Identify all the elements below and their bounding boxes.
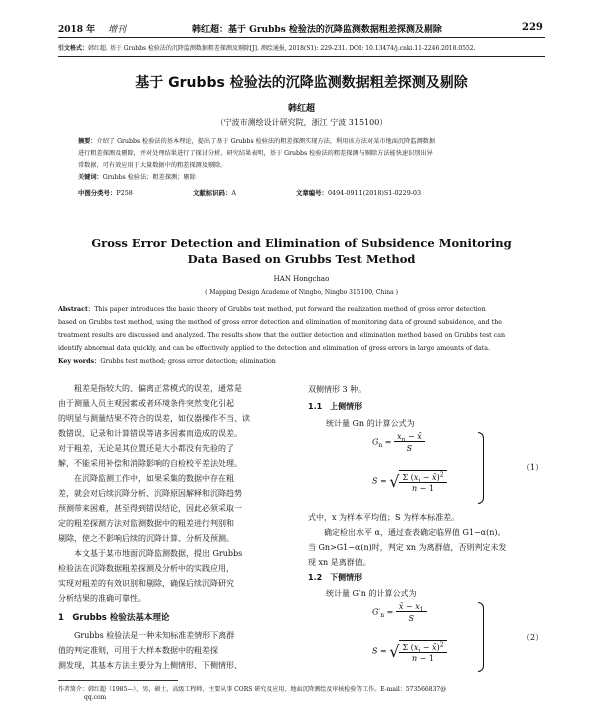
affiliation-cn: （宁波市测绘设计研究院，浙江 宁波 315100） xyxy=(215,118,388,127)
body-line: 预测带来困难，甚至得到错误结论，因此必须采取一 xyxy=(58,504,242,513)
left-column xyxy=(58,381,296,673)
citation-rule xyxy=(58,56,545,57)
body-line: 现 xn 是离群值。 xyxy=(308,558,371,567)
header-rule xyxy=(58,37,545,38)
citation-label: 引文格式： xyxy=(58,45,89,52)
abstract-cn-line: 常数据，可有效应用于大量数据中的粗差探测及剔除。 xyxy=(78,162,227,169)
subsection-1-2: 1.2 下侧情形 xyxy=(308,573,363,582)
header-year: 2018 年 xyxy=(58,25,96,35)
body-line: 数错误、记录和计算错误等诸多因素而造成的误差。 xyxy=(58,429,242,438)
body-line: 由于测量人员主观因素或者环境条件突然变化引起 xyxy=(58,399,234,408)
right-intro: 双侧情形 3 种。 xyxy=(308,385,367,394)
body-line: 分析结果的准确可靠性。 xyxy=(58,594,146,603)
abstract-en-label: Abstract： xyxy=(58,306,95,313)
keywords-cn-label: 关键词： xyxy=(78,174,103,181)
abstract-en-line: treatment results are discussed and analyzed. The results show that the outlier detection and elimination method based on Grubbs test can xyxy=(58,332,506,339)
abstract-en-line: identify abnormal data quickly, and can be effectively applied to the detection and elimination of gross errors in large amounts of data. xyxy=(58,345,491,352)
article-label: 文章编号： xyxy=(296,189,328,197)
stat-gn-prime-text: 统计量 G′n 的计算公式为 xyxy=(326,589,417,598)
equation-1-brace xyxy=(478,432,484,504)
citation-text: 韩红超. 基于 Grubbs 检验法的沉降监测数据粗差探测及剔除[J]. 测绘通报, 2018(S1): 229-231. DOI: 10.13474/j.cnki.11-2246.2018.0552. xyxy=(88,45,476,52)
clc-value: P258 xyxy=(116,189,133,197)
body-line: 当 Gn>G1−α(n)时，判定 xn 为离群值，否则判定未发 xyxy=(308,543,507,552)
article-number xyxy=(296,188,421,197)
header-issue: 增刊 xyxy=(108,25,127,35)
article-value: 0494-0911(2018)S1-0229-03 xyxy=(327,189,422,197)
title-en-line2: Data Based on Grubbs Test Method xyxy=(187,252,416,266)
equation-1-number: （1） xyxy=(522,463,544,472)
title-cn: 基于 Grubbs 检验法的沉降监测数据粗差探测及剔除 xyxy=(135,75,468,91)
body-line: Grubbs 检验法是一种未知标准差情形下离群 xyxy=(58,631,235,640)
body-line: 式中，x 为样本平均值；S 为样本标准差。 xyxy=(308,513,460,522)
clc-label: 中图分类号： xyxy=(78,189,117,197)
keywords-en-text: Grubbs test method; gross error detection; elimination xyxy=(100,358,276,365)
right-after-eq1 xyxy=(308,510,546,570)
citation xyxy=(58,43,545,52)
body-line: 对于粗差，无论是其位置还是大小都没有先验的了 xyxy=(58,444,234,453)
body-line: 剔除，使之不影响后续的沉降计算、分析及预测。 xyxy=(58,534,234,543)
abstract-en-line: This paper introduces the basic theory of Grubbs test method, put forward the realization method of gross error detection xyxy=(94,306,486,313)
body-line: 实现对粗差的有效识别和剔除，确保后续沉降研究 xyxy=(58,579,234,588)
abstract-cn-line: 进行粗差探测及剔除，并对处理结果进行了探讨分析。研究结果表明，基于 Grubbs 检验法的粗差探测与剔除方法能快速识别出异 xyxy=(78,150,433,157)
equation-1: $G_n = \frac{x_n - x̄}{S}$ xyxy=(372,432,425,453)
keywords-cn-text: Grubbs 检验法；粗差探测；剔除 xyxy=(102,174,196,181)
author-cn: 韩红超 xyxy=(287,104,315,114)
body-line: 检验法在沉降数据粗差探测及分析中的实践应用， xyxy=(58,564,234,573)
body-line: 解，不能采用补偿和消除影响的自检校平差法处理。 xyxy=(58,459,242,468)
footnote-line2: qq.com xyxy=(84,694,107,701)
footnote-rule xyxy=(58,680,178,681)
doc-label: 文献标识码： xyxy=(193,189,232,197)
equation-2-number: （2） xyxy=(522,633,544,642)
stat-gn-text: 统计量 Gn 的计算公式为 xyxy=(326,419,415,428)
affiliation-en: ( Mapping Design Academe of Ningbo, Ningbo 315100, China ) xyxy=(205,289,398,296)
abstract-en xyxy=(58,303,545,368)
equation-2-std: $S = √\frac{\Sigma (x_i - x̄)^2}{n - 1}$ xyxy=(372,640,447,663)
abstract-cn-label: 摘要： xyxy=(78,138,97,145)
abstract-cn-line: 介绍了 Grubbs 检验法的基本理论，提出了基于 Grubbs 检验法的粗差探测实现方法，利用该方法对某市地面沉降监测数据 xyxy=(96,138,436,145)
body-line: 差，就会对后续沉降分析、沉降原因解释和沉降趋势 xyxy=(58,489,242,498)
header-running-title: 韩红超：基于 Grubbs 检验法的沉降监测数据粗差探测及剔除 xyxy=(192,25,442,35)
abstract-en-line: based on Grubbs test method, using the method of gross error detection and elimination of monitoring data of ground subsidence, and the xyxy=(58,319,502,326)
author-en: HAN Hongchao xyxy=(273,275,330,283)
subsection-1-1: 1.1 上侧情形 xyxy=(308,402,363,411)
section-heading-1: 1 Grubbs 检验法基本理论 xyxy=(58,613,170,623)
keywords-en-label: Key words： xyxy=(58,358,101,365)
footnote-line1: 作者简介：韩红超（1985—），男，硕士，高级工程师，主要从事 CORS 研究及应用、地面沉降测绘及审核检验等工作。E-mail：573566837@ xyxy=(58,686,447,693)
body-line: 本文基于某市地面沉降监测数据，提出 Grubbs xyxy=(58,549,243,558)
abstract-cn xyxy=(78,136,533,184)
body-line: 测发现，其基本方法主要分为上侧情形、下侧情形、 xyxy=(58,661,242,670)
body-line: 在沉降监测工作中，如果采集的数据中存在粗 xyxy=(58,474,234,483)
body-line: 确定检出水平 α，通过查表确定临界值 G1−α(n)。 xyxy=(308,528,506,537)
body-line: 值的判定准则，可用于大样本数据中的粗差探 xyxy=(58,646,218,655)
equation-1-std: $S = √\frac{\Sigma (x_i - x̄)^2}{n - 1}$ xyxy=(372,470,447,493)
equation-2: $G'_n = \frac{x̄ - x_1}{S}$ xyxy=(372,602,427,623)
doc-code xyxy=(193,188,236,197)
header-page-number: 229 xyxy=(522,22,543,33)
body-line: 粗差是指较大的、偏离正常模式的误差，通常是 xyxy=(58,384,242,393)
title-en-line1: Gross Error Detection and Elimination of Subsidence Monitoring xyxy=(91,236,512,250)
body-line: 定的粗差探测方法对监测数据中的粗差进行判别和 xyxy=(58,519,234,528)
body-line: 的明显与测量结果不符合的误差，如仪器操作不当、读 xyxy=(58,414,250,423)
equation-2-brace xyxy=(478,602,484,672)
doc-value: A xyxy=(231,189,236,197)
